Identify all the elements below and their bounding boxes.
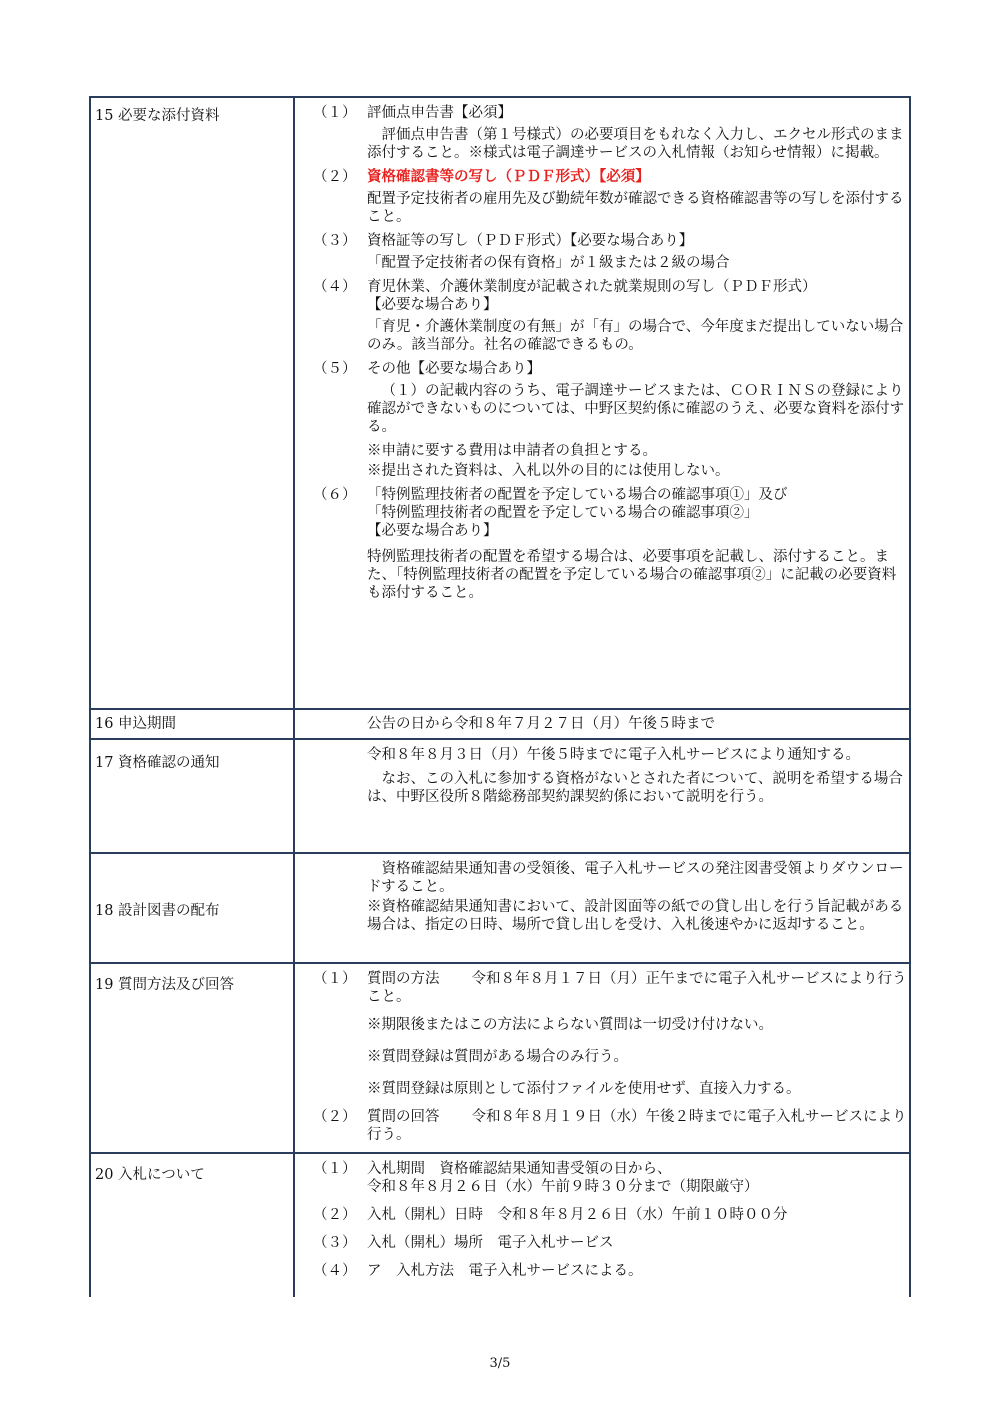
row-label: 16 申込期間 bbox=[90, 709, 294, 739]
note: ※提出された資料は、入札以外の目的には使用しない。 bbox=[367, 463, 730, 479]
list-item: （１） 評価点申告書【必須】 bbox=[313, 105, 512, 121]
row-content bbox=[294, 97, 910, 709]
row-17 bbox=[90, 739, 910, 853]
requirements-table bbox=[89, 96, 911, 1294]
row-content bbox=[294, 1153, 910, 1297]
note: ※質問登録は原則として添付ファイルを使用せず、直接入力する。 bbox=[367, 1081, 801, 1097]
row-15 bbox=[90, 97, 910, 709]
list-item: （４） 育児休業、介護休業制度が記載された就業規則の写し（ＰＤＦ形式） 【必要な場合あり】 bbox=[313, 279, 817, 313]
item-description: 評価点申告書（第１号様式）の必要項目をもれなく入力し、エクセル形式のまま添付すること。※様式は電子調達サービスの入札情報（お知らせ情報）に掲載。 bbox=[367, 127, 904, 161]
row-content bbox=[294, 963, 910, 1153]
row-content: 令和８年８月３日（月）午後５時までに電子入札サービスにより通知する。 なお、この入札に参加する資格がないとされた者について、説明を希望する場合は、中野区役所８階総務部契約課契約係において説明を行う。 bbox=[294, 739, 910, 853]
list-item: （３） 入札（開札）場所 電子入札サービス bbox=[313, 1235, 614, 1251]
row-label: 19 質問方法及び回答 bbox=[90, 963, 294, 1153]
list-item: （１） 入札期間 資格確認結果通知書受領の日から、 令和８年８月２６日（水）午前９時３０分まで（期限厳守） bbox=[313, 1161, 759, 1195]
row-18 bbox=[90, 853, 910, 963]
item-description: 特例監理技術者の配置を希望する場合は、必要事項を記載し、添付すること。また、「特例監理技術者の配置を予定している場合の確認事項②」に記載の必要資料も添付すること。 bbox=[367, 549, 897, 601]
row-label: 18 設計図書の配布 bbox=[90, 853, 294, 963]
list-item: （４） ア 入札方法 電子入札サービスによる。 bbox=[313, 1263, 643, 1279]
item-description: 「育児・介護休業制度の有無」が「有」の場合で、今年度まだ提出していない場合のみ。該当部分。社名の確認できるもの。 bbox=[367, 319, 904, 353]
item-description: 「配置予定技術者の保有資格」が１級または２級の場合 bbox=[367, 255, 730, 271]
row-20 bbox=[90, 1153, 910, 1297]
list-item: （３） 資格証等の写し（ＰＤＦ形式）【必要な場合あり】 bbox=[313, 233, 694, 249]
item-description: （１）の記載内容のうち、電子調達サービスまたは、ＣＯＲＩＮＳの登録により確認ができないものについては、中野区契約係に確認のうえ、必要な資料を添付する。 bbox=[367, 383, 905, 435]
row-19 bbox=[90, 963, 910, 1153]
list-item: （６） 「特例監理技術者の配置を予定している場合の確認事項①」及び 「特例監理技術者の配置を予定している場合の確認事項②」 【必要な場合あり】 bbox=[313, 487, 788, 539]
list-item: （２） 質問の回答 令和８年８月１９日（水）午後２時までに電子入札サービスにより行う。 bbox=[313, 1109, 907, 1143]
row-content: 公告の日から令和８年７月２７日（月）午後５時まで bbox=[294, 709, 910, 739]
list-item: （２） 入札（開札）日時 令和８年８月２６日（水）午前１０時００分 bbox=[313, 1207, 788, 1223]
item-description: 配置予定技術者の雇用先及び勤続年数が確認できる資格確認書等の写しを添付すること。 bbox=[367, 191, 904, 225]
row-label: 20 入札について bbox=[90, 1153, 294, 1297]
page-number: 3/5 bbox=[489, 1356, 511, 1371]
row-label: 17 資格確認の通知 bbox=[90, 739, 294, 853]
note: ※申請に要する費用は申請者の負担とする。 bbox=[367, 443, 657, 459]
row-label: 15 必要な添付資料 bbox=[90, 97, 294, 709]
row-content: 資格確認結果通知書の受領後、電子入札サービスの発注図書受領よりダウンロードすること。 ※資格確認結果通知書において、設計図面等の紙での貸し出しを行う旨記載がある場合は、指定の日時、場所で貸し出しを受け、入札後速やかに返却すること。 bbox=[294, 853, 910, 963]
note: ※期限後またはこの方法によらない質問は一切受け付けない。 bbox=[367, 1017, 773, 1033]
note: ※質問登録は質問がある場合のみ行う。 bbox=[367, 1049, 628, 1065]
list-item: （２） 資格確認書等の写し（ＰＤＦ形式）【必須】 bbox=[313, 168, 907, 186]
required-highlight: 資格確認書等の写し（ＰＤＦ形式）【必須】 bbox=[367, 168, 650, 185]
row-16 bbox=[90, 709, 910, 739]
list-item: （１） 質問の方法 令和８年８月１７日（月）正午までに電子入札サービスにより行うこと。 bbox=[313, 971, 907, 1005]
list-item: （５） その他【必要な場合あり】 bbox=[313, 361, 541, 377]
